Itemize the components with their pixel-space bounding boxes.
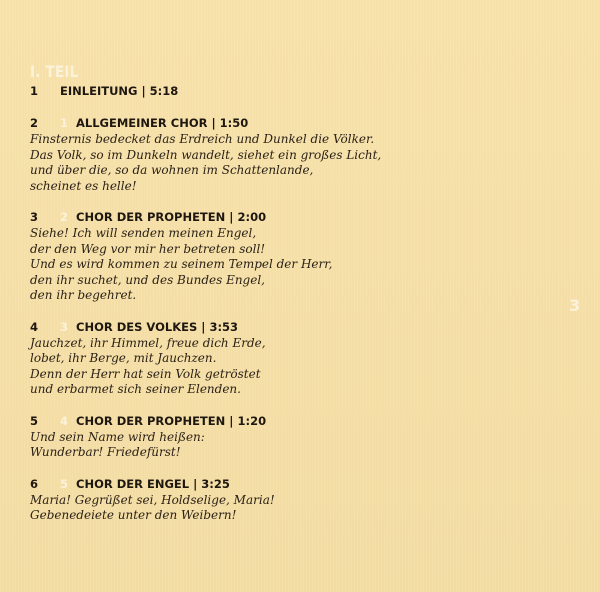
track-separator: |	[193, 476, 198, 491]
lyric-line: den ihr suchet, und des Bundes Engel,	[30, 272, 265, 287]
lyric-line: den ihr begehret.	[30, 288, 137, 302]
lyric-line: Und sein Name wird heißen:	[30, 429, 205, 444]
lyric-line: Denn der Herr hat sein Volk getröstet	[30, 366, 261, 381]
track-number: 2	[30, 116, 39, 130]
track-5	[30, 412, 550, 461]
track-duration: 1:20	[237, 413, 267, 428]
page-number: 3	[569, 296, 581, 315]
track-duration: 3:53	[209, 319, 239, 334]
lyric-line: lobet, ihr Berge, mit Jauchzen.	[30, 351, 217, 365]
lyric-line: Gebenedeiete unter den Weibern!	[30, 508, 237, 522]
track-title: CHOR DES VOLKES	[76, 319, 198, 334]
movement-number: 4	[60, 413, 69, 428]
movement-number: 3	[60, 319, 69, 334]
track-duration: 5:18	[149, 84, 179, 98]
track-title: CHOR DER PROPHETEN	[76, 413, 226, 428]
track-number: 4	[30, 319, 39, 334]
track-title: CHOR DER PROPHETEN	[76, 210, 226, 224]
track-4	[30, 318, 550, 398]
track-title: CHOR DER ENGEL	[76, 476, 190, 491]
lyrics	[30, 226, 550, 304]
lyric-line: scheinet es helle!	[30, 178, 137, 193]
lyrics	[30, 493, 550, 524]
track-2	[30, 114, 550, 194]
lyric-line: Finsternis bedecket das Erdreich und Dunkel die Völker.	[30, 132, 375, 146]
track-separator: |	[201, 319, 206, 334]
lyric-line: und über die, so da wohnen im Schattenlande,	[30, 163, 314, 177]
movement-number: 5	[60, 476, 69, 491]
track-header	[30, 208, 550, 226]
track-number: 1	[30, 84, 39, 98]
movement-number: 1	[60, 116, 69, 130]
lyrics	[30, 132, 550, 194]
track-header	[30, 82, 550, 100]
track-header	[30, 114, 550, 132]
track-duration: 3:25	[201, 476, 230, 491]
lyric-line: und erbarmet sich seiner Elenden.	[30, 382, 241, 396]
track-duration: 1:50	[219, 116, 249, 130]
track-title: EINLEITUNG	[60, 84, 138, 98]
track-separator: |	[141, 84, 146, 98]
lyrics	[30, 336, 550, 398]
lyric-line: Und es wird kommen zu seinem Tempel der Herr,	[30, 257, 333, 271]
track-1	[30, 82, 550, 100]
track-separator: |	[229, 210, 234, 224]
track-header	[30, 318, 550, 336]
movement-number: 2	[60, 210, 69, 224]
lyrics	[30, 430, 550, 461]
track-title: ALLGEMEINER CHOR	[76, 116, 208, 130]
lyric-line: Jauchzet, ihr Himmel, freue dich Erde,	[30, 335, 266, 350]
part-title: I. TEIL	[30, 62, 79, 81]
track-header	[30, 475, 550, 493]
lyric-line: Das Volk, so im Dunkeln wandelt, siehet ein großes Licht,	[30, 147, 382, 162]
track-6	[30, 475, 550, 524]
track-3	[30, 208, 550, 304]
track-duration: 2:00	[237, 210, 267, 224]
track-header	[30, 412, 550, 430]
lyric-line: Siehe! Ich will senden meinen Engel,	[30, 226, 257, 240]
tracklist-page	[30, 62, 550, 524]
track-number: 3	[30, 210, 39, 224]
track-separator: |	[211, 116, 216, 130]
lyric-line: Maria! Gegrüßet sei, Holdselige, Maria!	[30, 492, 275, 507]
lyric-line: der den Weg vor mir her betreten soll!	[30, 241, 266, 256]
track-separator: |	[229, 413, 234, 428]
track-number: 5	[30, 413, 39, 428]
track-number: 6	[30, 476, 39, 491]
lyric-line: Wunderbar! Friedefürst!	[30, 445, 181, 459]
